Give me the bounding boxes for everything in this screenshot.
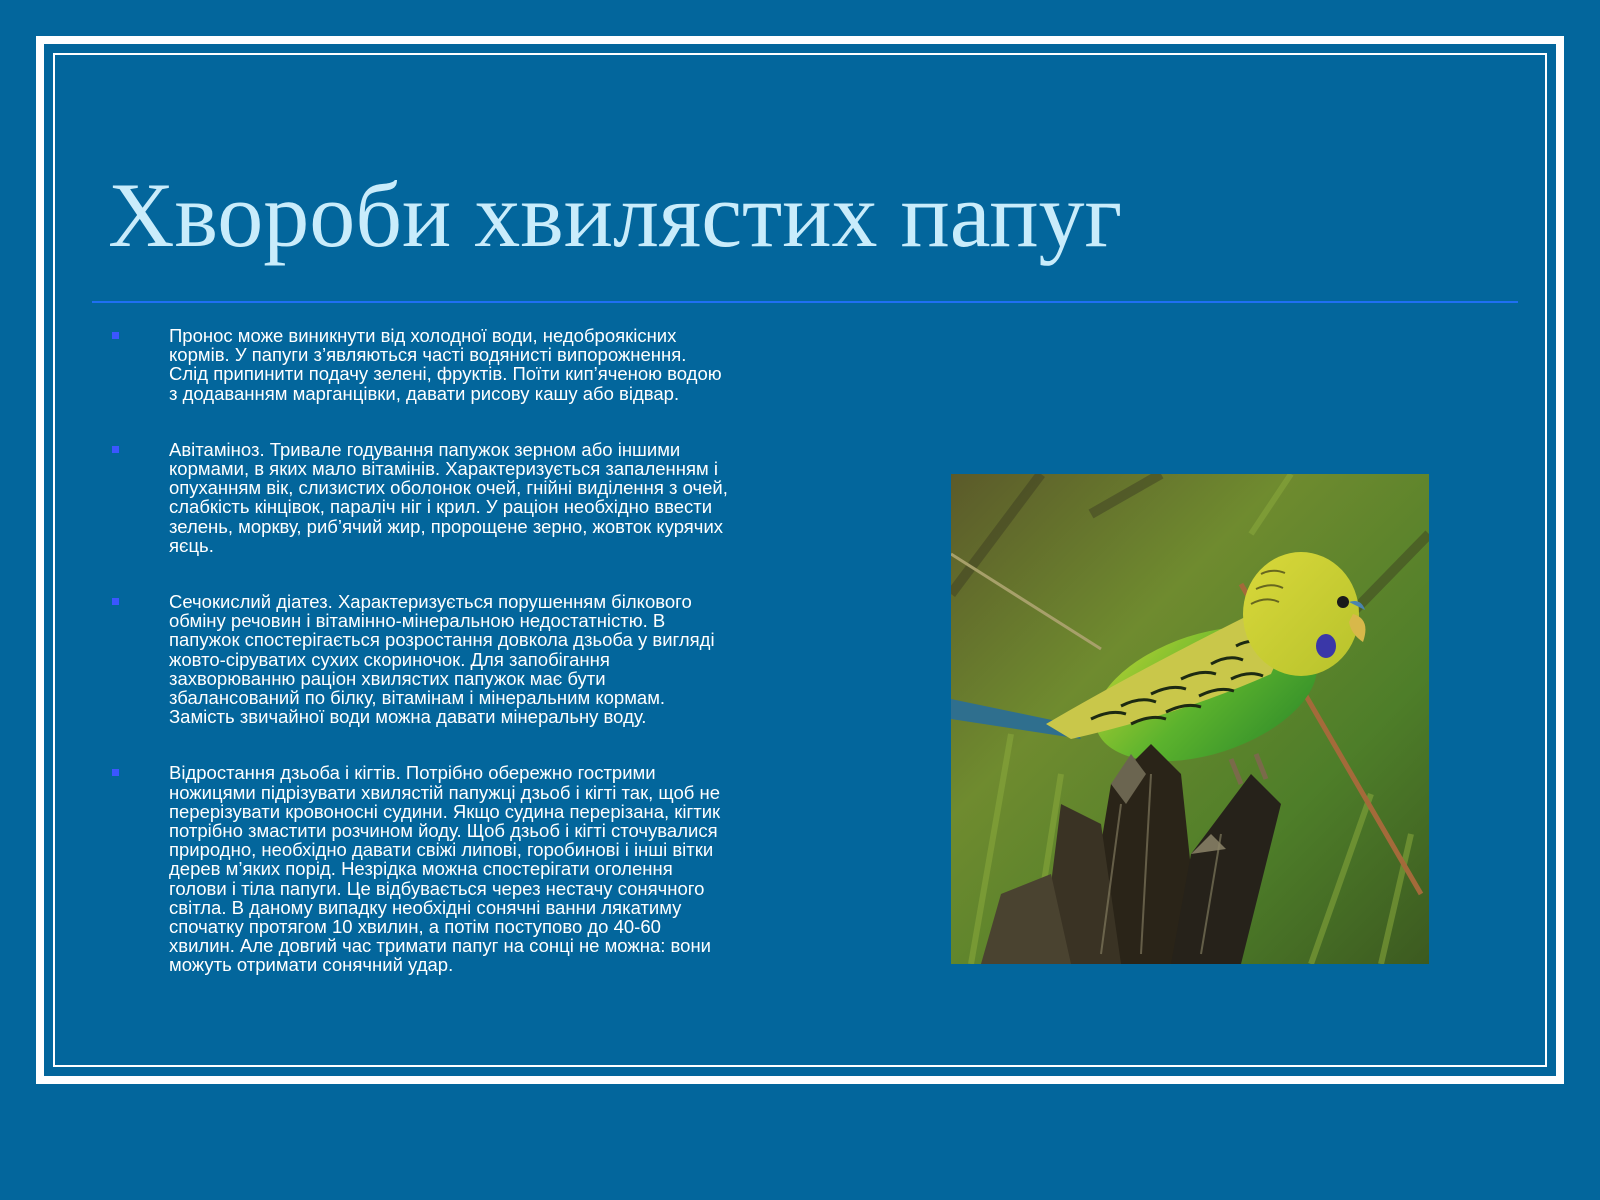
bullet-item-avitaminosis <box>108 440 798 555</box>
slide-title: Хвороби хвилястих папуг <box>108 164 1123 266</box>
budgerigar-photo <box>951 474 1429 964</box>
bullet-text: Відростання дзьоба і кігтів. Потрібно обережно гострими ножицями підрізувати хвилястій папужці дзьоб і кігті так, щоб не перерізувати кровоносні судини. Якщо судина перерізана, кігтик потрібно змастити розчином йоду. Щоб дзьоб і кігті сточувалися природно, необхідно давати свіжі липові, горобинові і інші вітки дерев м’яких порід. Незрідка можна спостерігати оголення голови і тіла папуги. Це відбувається через нестачу сонячного світла. В даному випадку необхідні сонячні ванни лякатиму спочатку протягом 10 хвилин, а потім поступово до 40-60 хвилин. Але довгий час тримати папуг на сонці не можна: вони можуть отримати сонячний удар. <box>169 762 721 976</box>
title-divider <box>92 301 1518 303</box>
bullet-text: Авітаміноз. Тривале годування папужок зерном або іншими кормами, в яких мало вітамінів. Характеризується запаленням і опуханням вік, слизистих оболонок очей, гнійні виділення з очей, слабкість кінцівок, параліч ніг і крил. У раціон необхідно ввести зелень, моркву, риб’ячий жир, пророщене зерно, жовток курячих яєць. <box>169 438 728 556</box>
bullet-square-icon <box>112 446 119 453</box>
bullet-square-icon <box>112 598 119 605</box>
bullet-item-uric-acid-diathesis <box>108 592 798 726</box>
bullet-item-diarrhea <box>108 326 798 403</box>
budgerigar-illustration <box>951 474 1429 964</box>
bullet-item-beak-claw-overgrowth <box>108 763 798 974</box>
bullet-text: Пронос може виникнути від холодної води, недоброякісних кормів. У папуги з’являються часті водянисті випорожнення. Слід припинити подачу зелені, фруктів. Поїти кип’яченою водою з додаванням марганцівки, давати рисову кашу або відвар. <box>169 325 722 404</box>
bullet-square-icon <box>112 769 119 776</box>
bullet-square-icon <box>112 332 119 339</box>
bullet-list <box>108 326 798 1012</box>
bullet-text: Сечокислий діатез. Характеризується порушенням білкового обміну речовин і вітамінно-мінеральною недостатністю. В папужок спостерігається розростання довкола дзьоба у вигляді жовто-сіруватих сухих скориночок. Для запобігання захворюванню раціон хвилястих папужок має бути збалансований по білку, вітамінам і мінеральним кормам. Замість звичайної води можна давати мінеральну воду. <box>169 591 715 728</box>
